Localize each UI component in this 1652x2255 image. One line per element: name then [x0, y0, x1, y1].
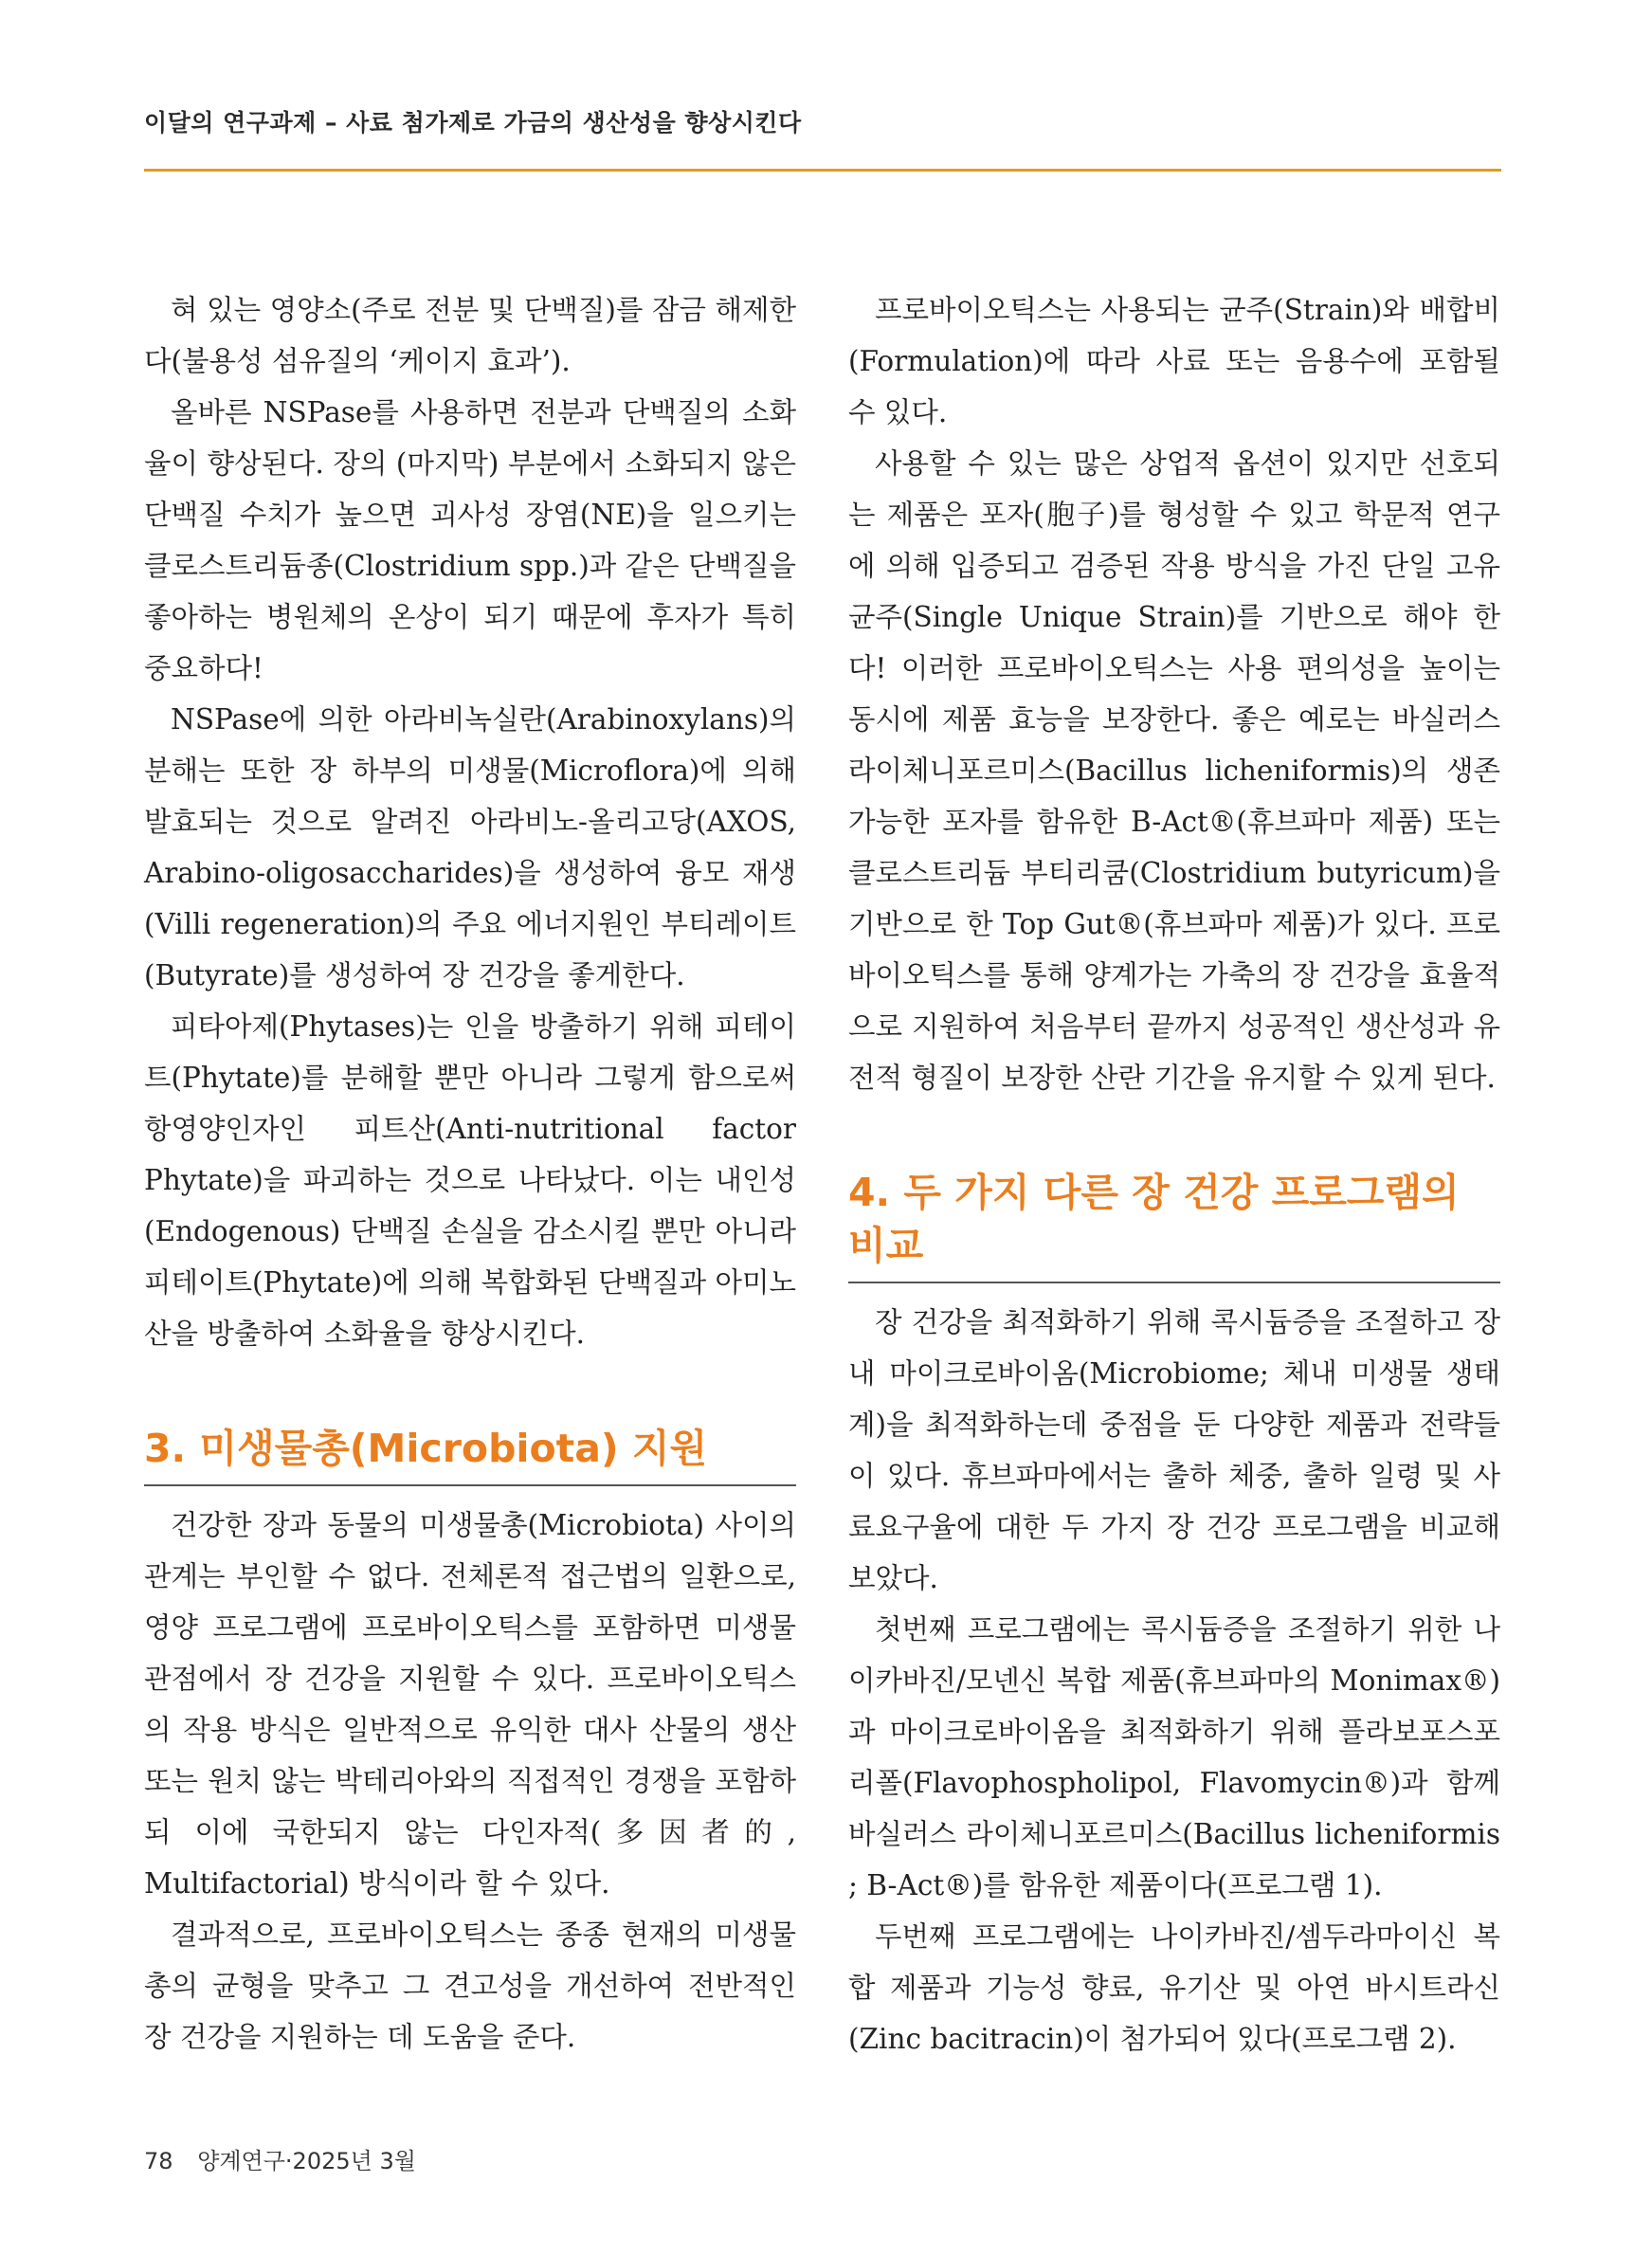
- paragraph: NSPase에 의한 아라비녹실란(Arabinoxylans)의 분해는 또한 장 하부의 미생물(Microflora)에 의해 발효되는 것으로 알려진 아라비노-올리고당(AXOS, Arabino-oligosaccharides)을 생성하여 융모 재생(Villi regeneration)의 주요 에너지원인 부티레이트(Butyrate)를 생성하여 장 건강을 좋게한다.: [144, 703, 796, 991]
- paragraph: 첫번째 프로그램에는 콕시듐증을 조절하기 위한 나이카바진/모넨신 복합 제품(휴브파마의 Monimax®)과 마이크로바이옴을 최적화하기 위해 플라보포스포리폴(Flavophospholipol, Flavomycin®)과 함께 바실러스 라이체니포르미스(Bacillus licheniformis ; B-Act®)를 함유한 제품이다(프로그램 1).: [848, 1613, 1500, 1901]
- paragraph: 결과적으로, 프로바이오틱스는 종종 현재의 미생물총의 균형을 맞추고 그 견고성을 개선하여 전반적인 장 건강을 지원하는 데 도움을 준다.: [144, 1919, 796, 2053]
- page-footer: [144, 2142, 416, 2175]
- section-3-heading: [144, 1422, 796, 1486]
- paragraph: 피타아제(Phytases)는 인을 방출하기 위해 피테이트(Phytate)를 분해할 뿐만 아니라 그렇게 함으로써 항영양인자인 피트산(Anti-nutritional factor Phytate)을 파괴하는 것으로 나타났다. 이는 내인성(Endogenous) 단백질 손실을 감소시킬 뿐만 아니라 피테이트(Phytate)에 의해 복합화된 단백질과 아미노산을 방출하여 소화율을 향상시킨다.: [144, 1010, 796, 1350]
- section-4-heading: [848, 1166, 1500, 1283]
- right-column: [848, 284, 1500, 2064]
- paragraph: 건강한 장과 동물의 미생물총(Microbiota) 사이의 관계는 부인할 수 없다. 전체론적 접근법의 일환으로, 영양 프로그램에 프로바이오틱스를 포함하면 미생물 관점에서 장 건강을 지원할 수 있다. 프로바이오틱스의 작용 방식은 일반적으로 유익한 대사 산물의 생산 또는 원치 않는 박테리아와의 직접적인 경쟁을 포함하되 이에 국한되지 않는 다인자적(多因者的, Multifactorial) 방식이라 할 수 있다.: [144, 1509, 796, 1900]
- running-header: 이달의 연구과제 – 사료 첨가제로 가금의 생산성을 향상시킨다: [144, 109, 802, 136]
- left-column: [144, 284, 796, 2063]
- page-number: 78: [144, 2148, 173, 2174]
- paragraph: 혀 있는 영양소(주로 전분 및 단백질)를 잠금 해제한다(불용성 섬유질의 ‘케이지 효과’).: [144, 294, 796, 377]
- header-rule: [144, 169, 1501, 172]
- paragraph: 두번째 프로그램에는 나이카바진/셈두라마이신 복합 제품과 기능성 향료, 유기산 및 아연 바시트라신(Zinc bacitracin)이 첨가되어 있다(프로그램 2).: [848, 1920, 1500, 2055]
- paragraph: 프로바이오틱스는 사용되는 균주(Strain)와 배합비(Formulation)에 따라 사료 또는 음용수에 포함될 수 있다.: [848, 294, 1500, 428]
- publication-name: 양계연구·2025년 3월: [197, 2148, 416, 2174]
- paragraph: 장 건강을 최적화하기 위해 콕시듐증을 조절하고 장내 마이크로바이옴(Microbiome; 체내 미생물 생태계)을 최적화하는데 중점을 둔 다양한 제품과 전략들이 있다. 휴브파마에서는 출하 체중, 출하 일령 및 사료요구율에 대한 두 가지 장 건강 프로그램을 비교해 보았다.: [848, 1306, 1500, 1594]
- section-title: 4. 두 가지 다른 장 건강 프로그램의 비교: [848, 1170, 1460, 1268]
- paragraph: 올바른 NSPase를 사용하면 전분과 단백질의 소화율이 향상된다. 장의 (마지막) 부분에서 소화되지 않은 단백질 수치가 높으면 괴사성 장염(NE)을 일으키는 클로스트리듐종(Clostridium spp.)과 같은 단백질을 좋아하는 병원체의 온상이 되기 때문에 후자가 특히 중요하다!: [144, 396, 796, 684]
- paragraph: 사용할 수 있는 많은 상업적 옵션이 있지만 선호되는 제품은 포자(胞子)를 형성할 수 있고 학문적 연구에 의해 입증되고 검증된 작용 방식을 가진 단일 고유 균주(Single Unique Strain)를 기반으로 해야 한다! 이러한 프로바이오틱스는 사용 편의성을 높이는 동시에 제품 효능을 보장한다. 좋은 예로는 바실러스 라이체니포르미스(Bacillus licheniformis)의 생존 가능한 포자를 함유한 B-Act®(휴브파마 제품) 또는 클로스트리듐 부티리쿰(Clostridium butyricum)을 기반으로 한 Top Gut®(휴브파마 제품)가 있다. 프로바이오틱스를 통해 양계가는 가축의 장 건강을 효율적으로 지원하여 처음부터 끝까지 성공적인 생산성과 유전적 형질이 보장한 산란 기간을 유지할 수 있게 된다.: [848, 447, 1500, 1094]
- section-title: 3. 미생물총(Microbiota) 지원: [144, 1426, 708, 1471]
